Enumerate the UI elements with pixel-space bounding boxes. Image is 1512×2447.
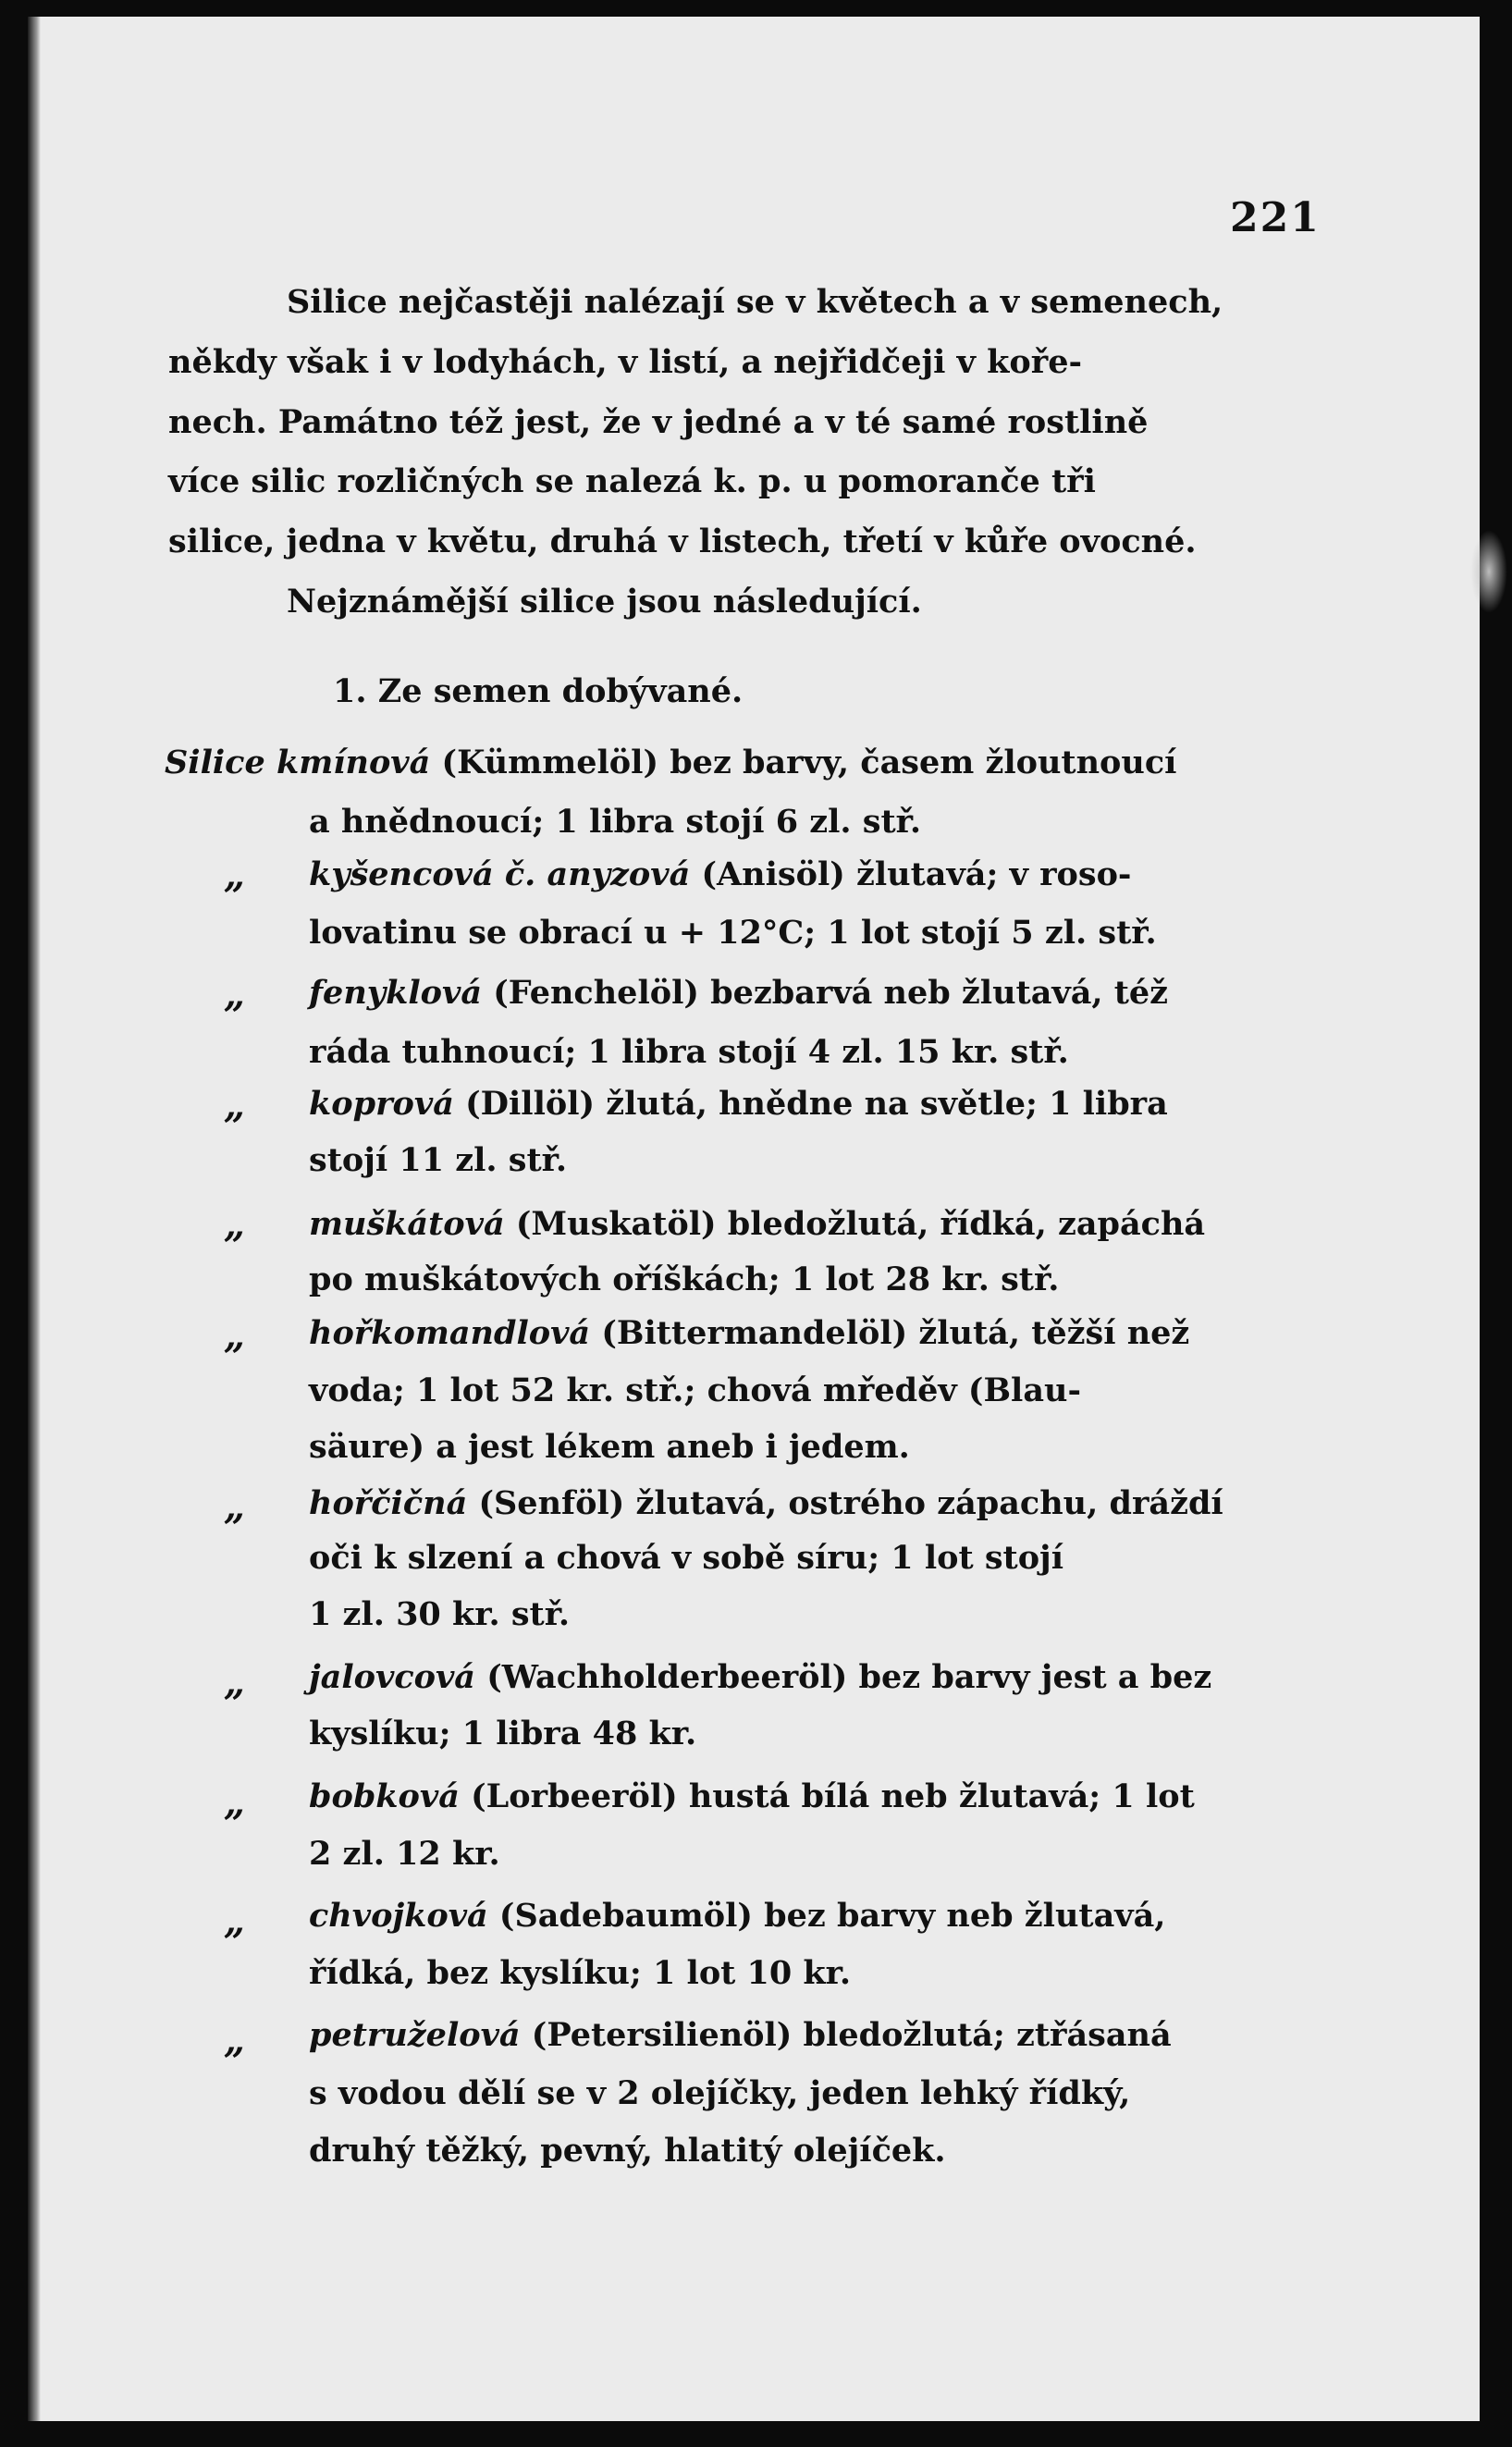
entry-german-name: (Kümmelöl) — [441, 744, 659, 781]
entry-continuation: lovatinu se obrací u + 12°C; 1 lot stojí 5 zl. stř. — [309, 914, 1157, 952]
entry-first-line — [309, 1085, 1168, 1124]
intro-line: silice, jedna v květu, druhá v listech, třetí v kůře ovocné. — [168, 523, 1197, 560]
entry-german-name: (Dillöl) — [465, 1085, 596, 1123]
entry-description: bez barvy, časem žloutnoucí — [658, 744, 1177, 781]
entry-first-line — [309, 1897, 1165, 1936]
ditto-mark: „ — [224, 2019, 246, 2062]
ditto-mark: „ — [224, 973, 246, 1016]
ditto-mark: „ — [224, 1781, 246, 1825]
entry-continuation: ráda tuhnoucí; 1 libra stojí 4 zl. 15 kr. stř. — [309, 1033, 1069, 1071]
entry-continuation: druhý těžký, pevný, hlatitý olejíček. — [309, 2132, 946, 2170]
entry-name: kyšencová č. anyzová — [309, 855, 691, 893]
entry-german-name: (Bittermandelöl) — [601, 1314, 908, 1352]
entry-description: bez barvy jest a bez — [847, 1658, 1212, 1696]
entry-prefix: Silice — [165, 744, 265, 781]
entry-german-name: (Lorbeeröl) — [471, 1777, 678, 1815]
entry-continuation: a hnědnoucí; 1 libra stojí 6 zl. stř. — [309, 803, 922, 841]
ditto-mark: „ — [224, 1900, 246, 1943]
entry-continuation: kyslíku; 1 libra 48 kr. — [309, 1715, 697, 1752]
entry-german-name: (Muskatöl) — [515, 1205, 717, 1243]
entry-continuation: po muškátových oříškách; 1 lot 28 kr. stř. — [309, 1260, 1060, 1298]
section-heading: 1. Ze semen dobývané. — [333, 672, 744, 710]
entry-first-line — [309, 1658, 1211, 1697]
entry-description: bledožlutá, řídká, zapáchá — [716, 1205, 1206, 1243]
entry-first-line — [309, 2016, 1172, 2055]
entry-description: žlutá, těžší než — [907, 1314, 1190, 1352]
entry-name: hořkomandlová — [309, 1314, 591, 1352]
entry-continuation: stojí 11 zl. stř. — [309, 1141, 568, 1179]
page-number: 221 — [1230, 194, 1321, 241]
entry-german-name: (Petersilienöl) — [531, 2016, 793, 2054]
entry-name: fenyklová — [309, 974, 483, 1012]
intro-line: nech. Památno též jest, že v jedné a v té samé rostlině — [168, 403, 1149, 441]
entry-first-line — [309, 1314, 1189, 1353]
entry-first-line — [309, 1484, 1223, 1523]
intro-line: Nejznámější silice jsou následující. — [287, 583, 922, 621]
entry-description: žlutavá; v roso- — [844, 855, 1132, 893]
entry-description: bledožlutá; ztřásaná — [792, 2016, 1172, 2054]
entry-continuation: 1 zl. 30 kr. stř. — [309, 1595, 571, 1633]
entry-german-name: (Anisöl) — [701, 855, 845, 893]
entry-name: petruželová — [309, 2016, 521, 2054]
entry-name: koprová — [309, 1085, 454, 1123]
ditto-mark: „ — [224, 1485, 246, 1529]
entry-name: muškátová — [309, 1205, 505, 1243]
entry-first-line — [309, 974, 1168, 1013]
entry-german-name: (Fenchelöl) — [493, 974, 699, 1012]
entry-continuation: 2 zl. 12 kr. — [309, 1835, 500, 1873]
intro-line: někdy však i v lodyhách, v listí, a nejřidčeji v koře- — [168, 343, 1082, 381]
entry-name: bobková — [309, 1777, 460, 1815]
entry-description: žlutavá, ostrého zápachu, dráždí — [624, 1484, 1223, 1522]
ditto-mark: „ — [224, 1314, 246, 1358]
ditto-mark: „ — [224, 1084, 246, 1127]
ditto-mark: „ — [224, 1203, 246, 1247]
entry-continuation: řídká, bez kyslíku; 1 lot 10 kr. — [309, 1954, 852, 1992]
entry-name: chvojková — [309, 1897, 488, 1935]
entry-continuation: voda; 1 lot 52 kr. stř.; chová mředěv (Blau- — [309, 1371, 1081, 1409]
intro-line: více silic rozličných se nalezá k. p. u pomoranče tři — [168, 462, 1096, 500]
entry-description: bez barvy neb žlutavá, — [753, 1897, 1166, 1935]
entry-continuation: s vodou dělí se v 2 olejíčky, jeden lehký řídký, — [309, 2074, 1131, 2112]
entry-first-line — [309, 1205, 1205, 1244]
page-spine-shadow — [28, 17, 41, 2421]
entry-german-name: (Sadebaumöl) — [498, 1897, 753, 1935]
entry-name: hořčičná — [309, 1484, 468, 1522]
entry-german-name: (Wachholderbeeröl) — [486, 1658, 848, 1696]
ditto-mark: „ — [224, 1661, 246, 1704]
entry-name: kmínová — [276, 744, 431, 781]
entry-description: hustá bílá neb žlutavá; 1 lot — [677, 1777, 1195, 1815]
entry-continuation: oči k slzení a chová v sobě síru; 1 lot stojí — [309, 1539, 1064, 1577]
entry-continuation: säure) a jest lékem aneb i jedem. — [309, 1428, 910, 1466]
entry-description: bezbarvá neb žlutavá, též — [698, 974, 1169, 1012]
entry-description: žlutá, hnědne na světle; 1 libra — [595, 1085, 1168, 1123]
entry-first-line — [165, 744, 1176, 782]
entry-first-line — [309, 855, 1131, 894]
ditto-mark: „ — [224, 854, 246, 897]
page-smudge — [1470, 530, 1507, 613]
intro-line: Silice nejčastěji nalézají se v květech a v semenech, — [287, 283, 1223, 321]
entry-name: jalovcová — [309, 1658, 475, 1696]
entry-first-line — [309, 1777, 1195, 1816]
entry-german-name: (Senföl) — [478, 1484, 625, 1522]
book-page — [28, 17, 1480, 2421]
